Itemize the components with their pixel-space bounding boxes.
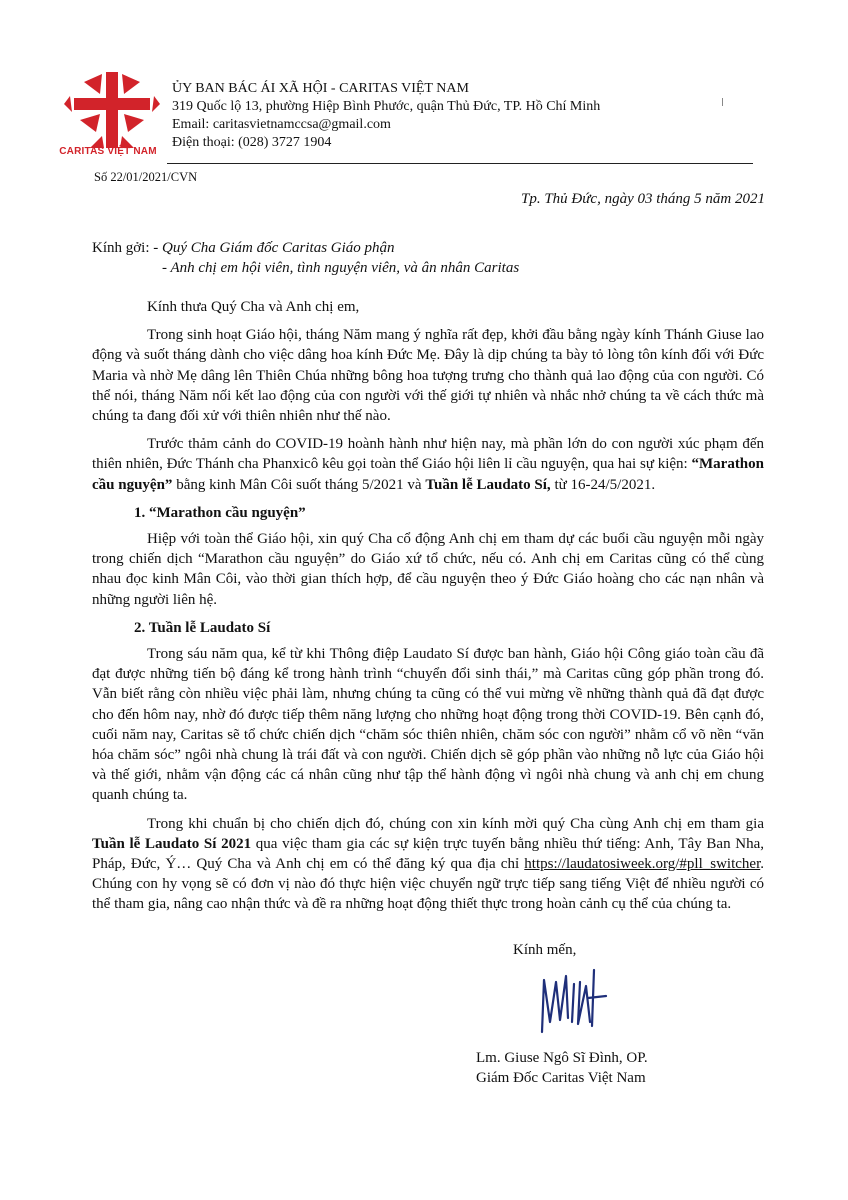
org-name: ỦY BAN BÁC ÁI XÃ HỘI - CARITAS VIỆT NAM — [172, 81, 469, 96]
laudato-2021-bold: Tuần lễ Laudato Sí 2021 — [92, 835, 252, 852]
recipient-1: - Quý Cha Giám đốc Caritas Giáo phận — [149, 240, 395, 256]
org-info — [172, 80, 600, 152]
section-1-text: Hiệp với toàn thể Giáo hội, xin quý Cha cổ động Anh chị em tham dự các buổi cầu nguyện mỗi ngày trong chiến dịch “Marathon cầu nguyện” do Giáo xứ tổ chức, nếu có. Anh chị em Caritas cũng có thể cùng nhau đọc kinh Mân Côi, vào thời gian thích hợp, để cầu nguyện theo ý Đức Giáo hoàng cho các nạn nhân và những người liên hệ. — [92, 531, 764, 608]
marathon-bold: “Marathon cầu nguyện” — [92, 456, 764, 493]
date-line: Tp. Thủ Đức, ngày 03 tháng 5 năm 2021 — [520, 191, 765, 207]
org-phone: Điện thoại: (028) 3727 1904 — [172, 135, 332, 150]
org-email: Email: caritasvietnamccsa@gmail.com — [172, 117, 391, 132]
signer — [476, 1048, 648, 1088]
recipient-2: - Anh chị em hội viên, tình nguyện viên, và ân nhân Caritas — [162, 260, 520, 276]
signer-title: Giám Đốc Caritas Việt Nam — [476, 1070, 646, 1086]
recipients-label: Kính gởi: — [92, 240, 150, 256]
greeting: Kính thưa Quý Cha và Anh chị em, — [147, 299, 360, 315]
laudato-bold: Tuần lễ Laudato Sí, — [425, 476, 551, 493]
signer-name: Lm. Giuse Ngô Sĩ Đình, OP. — [476, 1050, 648, 1066]
closing: Kính mến, — [513, 942, 577, 958]
section-2-text: Trong sáu năm qua, kể từ khi Thông điệp Laudato Sí được ban hành, Giáo hội Công giáo toàn cầu đã đạt được những tiến bộ đáng kể trong hành trình “chuyển đổi sinh thái,” mà Caritas cũng góp phần trong đó. Vẫn biết rằng còn nhiều việc phải làm, nhưng chúng ta cũng có thể vui mừng về những thành quả đã đạt được cho đến hôm nay, nhờ đó được tiếp thêm năng lượng cho những hoạt động trong thời COVID-19. Bên cạnh đó, cuối năm nay, Caritas sẽ tổ chức chiến dịch “chăm sóc thiên nhiên, chăm sóc con người” nhằm cổ võ nền “văn hóa chăm sóc” ngôi nhà chung là trái đất và con người. Chiến dịch sẽ góp phần vào những nỗ lực của Giáo hội và thế giới, nhằm vận động các cá nhân cũng như tập thể hành động vì ngôi nhà chung và anh chị em chung quanh chúng ta. — [92, 646, 764, 804]
section-1-heading: 1. “Marathon cầu nguyện” — [134, 504, 306, 521]
recipients — [92, 238, 519, 278]
signature — [528, 962, 620, 1042]
section-2-heading: 2. Tuần lễ Laudato Sí — [134, 619, 271, 636]
header-divider — [167, 163, 753, 164]
laudato-link[interactable]: https://laudatosiweek.org/#pll_switcher — [524, 856, 761, 873]
org-address: 319 Quốc lộ 13, phường Hiệp Bình Phước, quận Thủ Đức, TP. Hồ Chí Minh — [172, 99, 601, 114]
margin-mark — [722, 98, 723, 106]
paragraph-final: Trong khi chuẩn bị cho chiến dịch đó, chúng con xin kính mời quý Cha cùng Anh chị em tham gia Tuần lễ Laudato Sí 2021 qua việc tham gia các sự kiện trực tuyến bằng nhiều thứ tiếng: Anh, Tây Ban Nha, Pháp, Đức, Ý… Quý Cha và Anh chị em có thể đăng ký qua địa chỉ https://laudatosiweek.org/#pll_switcher. Chúng con hy vọng sẽ có đơn vị nào đó thực hiện việc chuyển ngữ trực tiếp sang tiếng Việt để nhiều người có thể tham gia, nâng cao nhận thức và đề ra những hoạt động thiết thực trong hoàn cảnh cụ thể của chúng ta. — [92, 815, 764, 913]
letter-body — [92, 297, 764, 915]
paragraph-2: Trước thảm cảnh do COVID-19 hoành hành như hiện nay, mà phần lớn do con người xúc phạm đến thiên nhiên, Đức Thánh cha Phanxicô kêu gọi toàn thể Giáo hội liên lỉ cầu nguyện, qua hai sự kiện: “Marathon cầu nguyện” bằng kinh Mân Côi suốt tháng 5/2021 và Tuần lễ Laudato Sí, từ 16-24/5/2021. — [92, 436, 764, 493]
logo-text: CARITAS VIỆT NAM — [59, 146, 157, 157]
paragraph-1: Trong sinh hoạt Giáo hội, tháng Năm mang ý nghĩa rất đẹp, khởi đầu bằng ngày kính Thánh Giuse lao động và suốt tháng dành cho việc dâng hoa kính Đức Mẹ. Đây là dịp chúng ta bày tỏ lòng tôn kính đối với Đức Maria và nhờ Mẹ dâng lên Thiên Chúa những bông hoa tượng trưng cho thành quả lao động của con người. Có thể nói, tháng Năm nối kết lao động của con người với thế giới tự nhiên và nhắc nhở chúng ta về cách thức mà chúng ta đang đối xử với thiên nhiên như thế nào. — [92, 327, 764, 425]
document-number: Số 22/01/2021/CVN — [94, 170, 198, 184]
